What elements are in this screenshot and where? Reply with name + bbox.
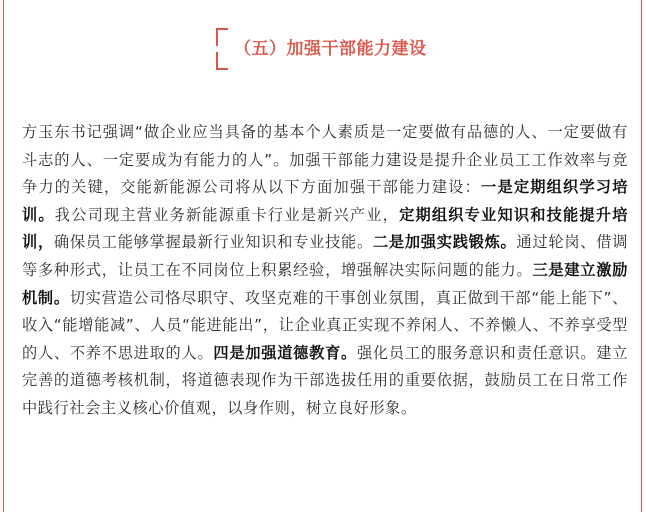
bold-heading-point-2: 二是加强实践锻炼。 [372, 233, 517, 252]
text-segment: 方玉东书记强调“做企业应当具备的基本个人素质是一定要做有品德的人、一定要做有斗志的人、一定要成为有能力的人”。加强干部能力建设是提升企业员工工作效率与竞争力的关键，交能新能源公司将从以下方面加强干部能力建设： [22, 123, 628, 197]
right-border-line [641, 0, 642, 512]
left-border-line [3, 0, 4, 512]
bold-heading-point-3: 三是建立激励机制。 [22, 260, 628, 307]
text-segment: 我公司现主营业务新能源重卡行业是新兴产业， [54, 205, 400, 224]
bold-emphasis: 定期组织专业知识和技能提升培训， [22, 205, 628, 252]
heading-corner-bracket-bottom [216, 52, 228, 70]
section-heading-box [216, 28, 433, 70]
text-segment: 强化员工的服务意识和责任意识。建立完善的道德考核机制，将道德表现作为干部选拔任用的重要依据，鼓励员工在日常工作中践行社会主义核心价值观，以身作则，树立良好形象。 [22, 343, 628, 417]
bold-heading-point-1: 一是定期组织学习培训。 [22, 178, 628, 224]
text-segment: 通过轮岗、借调等多种形式，让员工在不同岗位上积累经验，增强解决实际问题的能力。 [22, 233, 628, 279]
article-paragraph [22, 119, 628, 423]
text-segment: 切实营造公司恪尽职守、攻坚克难的干事创业氛围，真正做到干部“能上能下”、收入“能增能减”、人员“能进能出”，让企业真正实现不养闲人、不养懒人、不养享受型的人、不养不思进取的人。 [22, 288, 628, 362]
bold-heading-point-4: 四是加强道德教育。 [213, 343, 357, 362]
section-heading: （五）加强干部能力建设 [234, 39, 427, 59]
heading-corner-bracket-top [216, 28, 228, 46]
text-segment: 确保员工能够掌握最新行业知识和专业技能。 [53, 233, 373, 252]
